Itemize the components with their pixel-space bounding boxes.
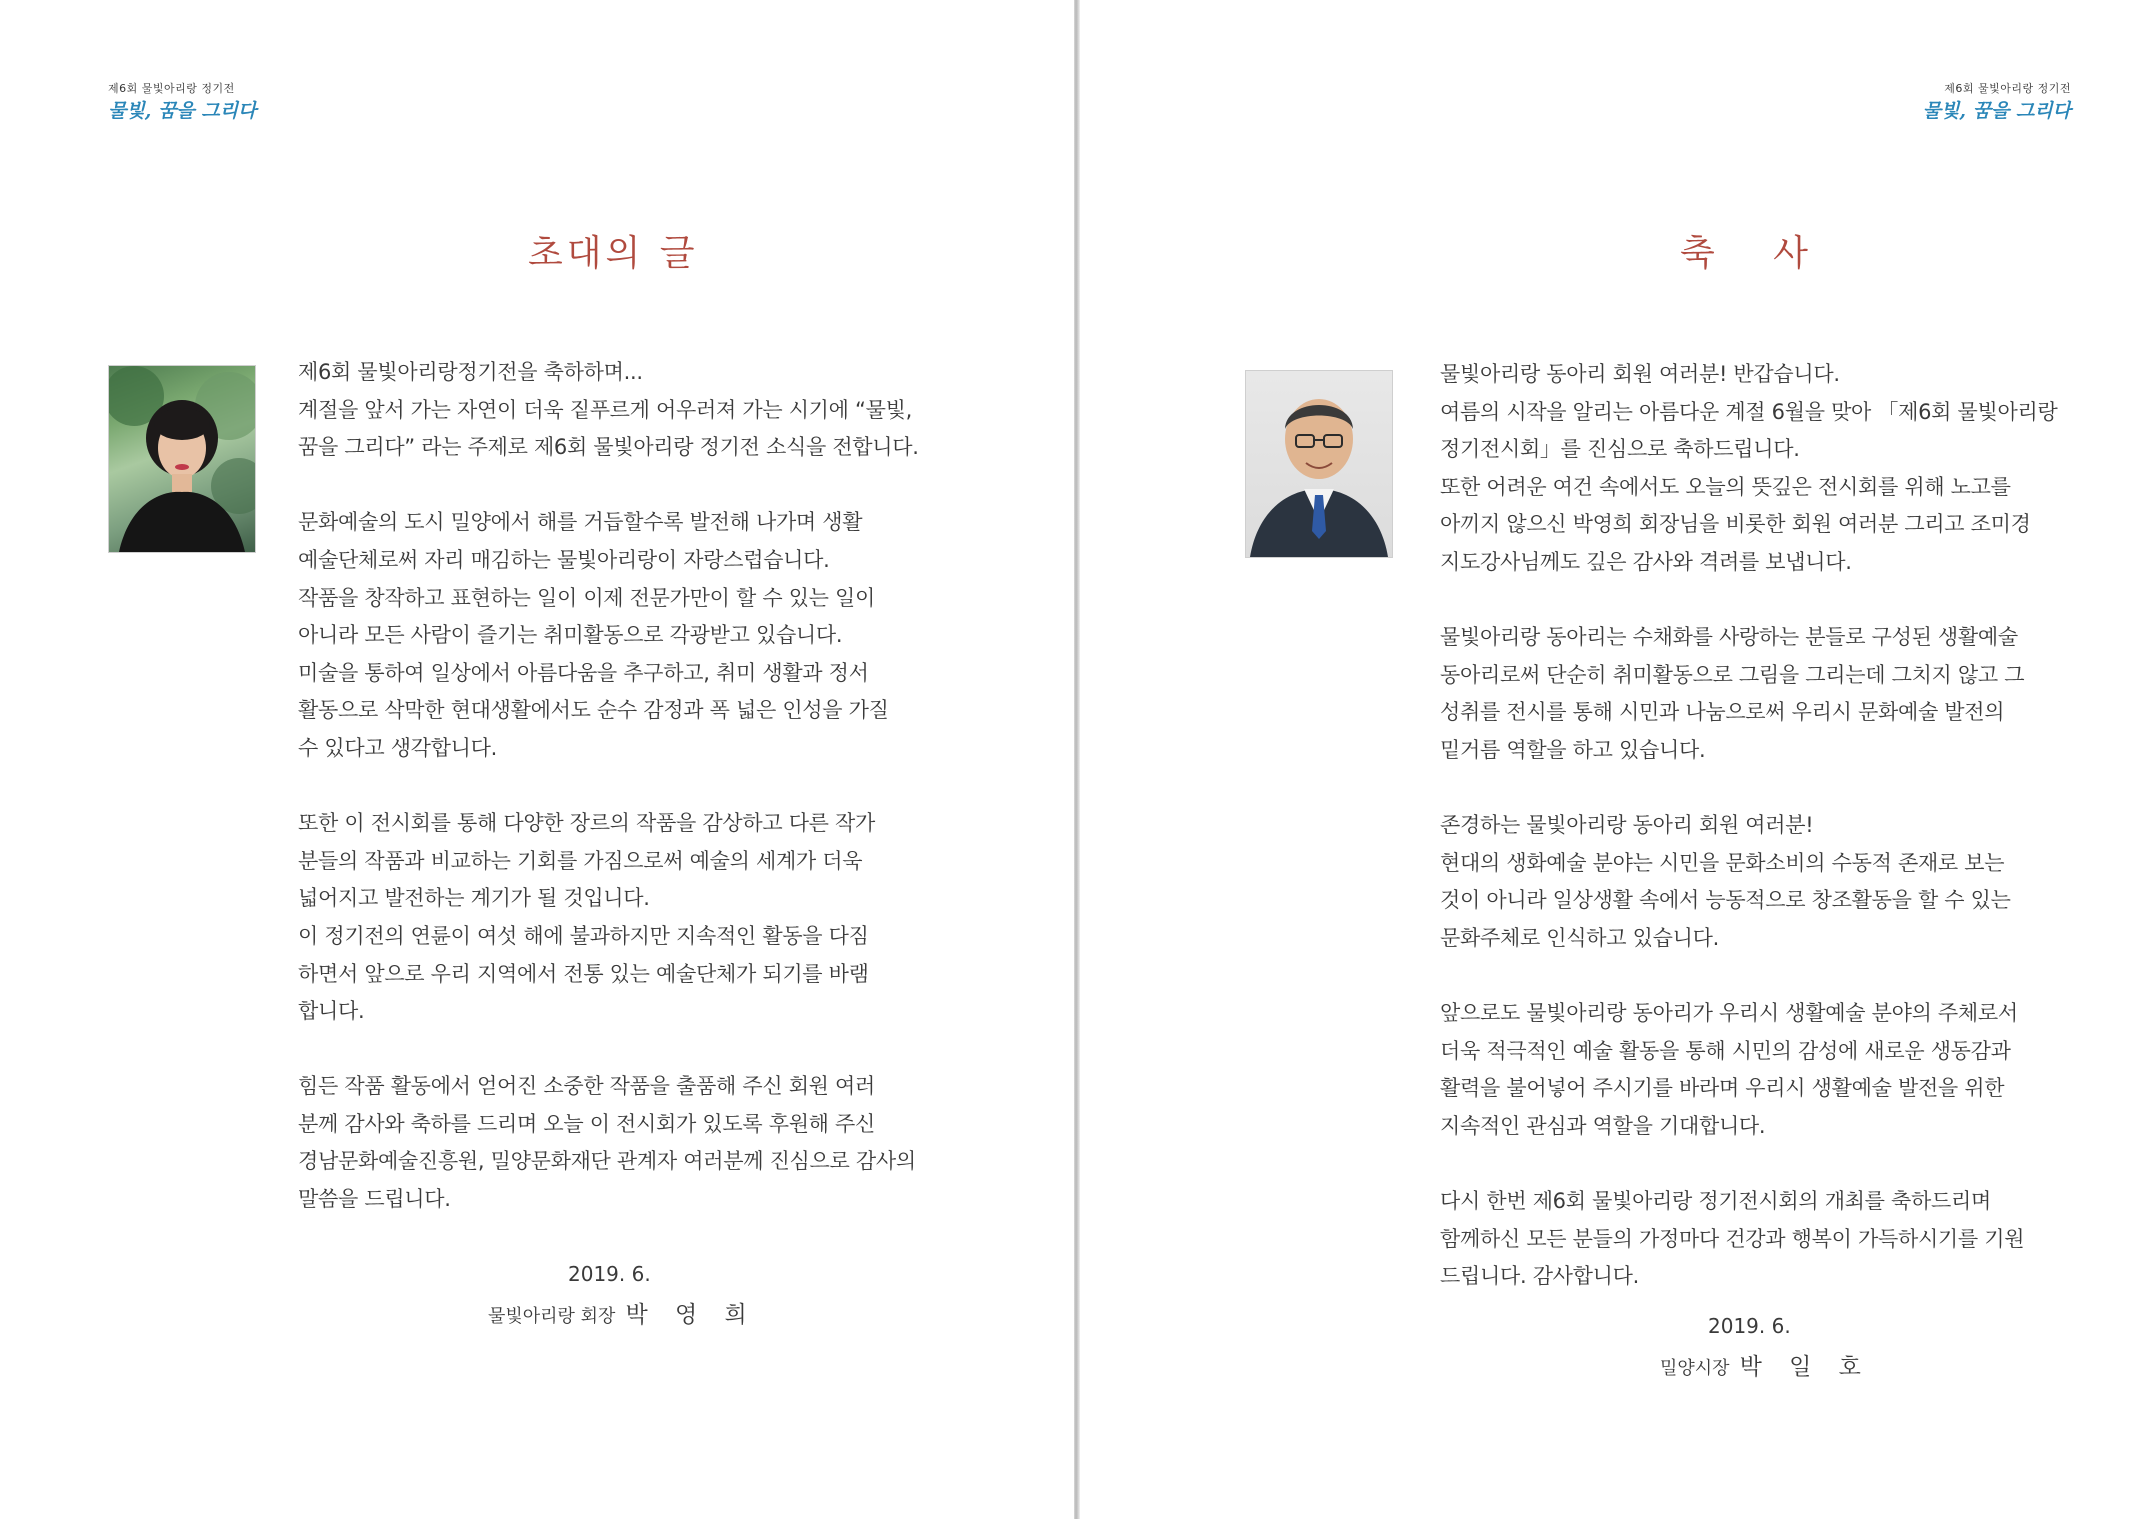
right-signer-name: 박 일 호 xyxy=(1739,1354,1871,1380)
paragraph-gap xyxy=(1440,582,2062,620)
paragraph-gap xyxy=(298,1031,920,1069)
right-body-line: 동아리로써 단순히 취미활동으로 그림을 그리는데 그치지 않고 그 xyxy=(1440,662,2025,687)
left-body-line: 하면서 앞으로 우리 지역에서 전통 있는 예술단체가 되기를 바램 xyxy=(298,961,869,986)
right-body-line: 다시 한번 제6회 물빛아리랑 정기전시회의 개최를 축하드리며 xyxy=(1440,1189,1991,1214)
left-body-line: 말씀을 드립니다. xyxy=(298,1187,451,1212)
left-body-line: 분들의 작품과 비교하는 기회를 가짐으로써 예술의 세계가 더욱 xyxy=(298,848,863,873)
left-body-line: 수 있다고 생각합니다. xyxy=(298,735,497,760)
left-signature xyxy=(488,1296,757,1329)
right-body-line: 물빛아리랑 동아리 회원 여러분! 반갑습니다. xyxy=(1440,362,1840,386)
left-brand-subtitle: 제6회 물빛아리랑 정기전 xyxy=(108,82,235,95)
right-signature-date: 2019. 6. xyxy=(1708,1314,1791,1338)
left-body-line: 경남문화예술진흥원, 밀양문화재단 관계자 여러분께 진심으로 감사의 xyxy=(298,1149,916,1174)
left-body-line: 이 정기전의 연륜이 여섯 해에 불과하지만 지속적인 활동을 다짐 xyxy=(298,923,869,948)
right-body-line: 여름의 시작을 알리는 아름다운 계절 6월을 맞아 「제6회 물빛아리랑 xyxy=(1440,399,2058,424)
right-body-line: 밑거름 역할을 하고 있습니다. xyxy=(1440,737,1706,762)
left-body-line: 꿈을 그리다” 라는 주제로 제6회 물빛아리랑 정기전 소식을 전합니다. xyxy=(298,435,919,460)
left-signature-date: 2019. 6. xyxy=(568,1262,651,1286)
left-body-line: 제6회 물빛아리랑정기전을 축하하며... xyxy=(298,360,643,384)
president-portrait-photo xyxy=(108,365,256,553)
right-body-line: 지속적인 관심과 역할을 기대합니다. xyxy=(1440,1113,1766,1138)
right-body-line: 물빛아리랑 동아리는 수채화를 사랑하는 분들로 구성된 생활예술 xyxy=(1440,625,2018,650)
left-body-line: 작품을 창작하고 표현하는 일이 이제 전문가만이 할 수 있는 일이 xyxy=(298,585,876,610)
paragraph-gap xyxy=(1440,1145,2062,1183)
right-brand-logo xyxy=(1923,82,2071,123)
right-body-line: 문화주체로 인식하고 있습니다. xyxy=(1440,925,1719,950)
paragraph-gap xyxy=(1440,958,2062,996)
paragraph-gap xyxy=(1440,770,2062,808)
left-body-line: 계절을 앞서 가는 자연이 더욱 짙푸르게 어우러져 가는 시기에 “물빛, xyxy=(298,397,912,422)
paragraph-gap xyxy=(298,467,920,505)
left-body-line: 분께 감사와 축하를 드리며 오늘 이 전시회가 있도록 후원해 주신 xyxy=(298,1111,876,1136)
right-body-line: 정기전시회」를 진심으로 축하드립니다. xyxy=(1440,437,1800,462)
left-body-line: 또한 이 전시회를 통해 다양한 장르의 작품을 감상하고 다른 작가 xyxy=(298,811,876,836)
right-body-line: 것이 아니라 일상생활 속에서 능동적으로 창조활동을 할 수 있는 xyxy=(1440,888,2011,913)
right-signature xyxy=(1660,1348,1871,1381)
right-body-line: 함께하신 모든 분들의 가정마다 건강과 행복이 가득하시기를 기원 xyxy=(1440,1226,2025,1251)
right-body-line: 아끼지 않으신 박영희 회장님을 비롯한 회원 여러분 그리고 조미경 xyxy=(1440,512,2031,537)
right-body-line: 드립니다. 감사합니다. xyxy=(1440,1264,1639,1289)
right-body-text xyxy=(1440,356,2062,1296)
left-body-line: 아니라 모든 사람이 즐기는 취미활동으로 각광받고 있습니다. xyxy=(298,623,843,648)
left-body-line: 예술단체로써 자리 매김하는 물빛아리랑이 자랑스럽습니다. xyxy=(298,547,830,572)
right-page-title: 축 사 xyxy=(1680,233,1814,274)
right-body-line: 존경하는 물빛아리랑 동아리 회원 여러분! xyxy=(1440,813,1814,838)
right-page xyxy=(1080,0,2149,1519)
right-body-line: 성취를 전시를 통해 시민과 나눔으로써 우리시 문화예술 발전의 xyxy=(1440,700,2005,725)
left-brand-logo xyxy=(108,82,256,123)
left-body-text xyxy=(298,354,920,1219)
left-signer-name: 박 영 희 xyxy=(625,1302,757,1328)
right-body-line: 앞으로도 물빛아리랑 동아리가 우리시 생활예술 분야의 주체로서 xyxy=(1440,1001,2018,1026)
left-brand-title: 물빛, 꿈을 그리다 xyxy=(108,100,257,122)
right-body-line: 또한 어려운 여건 속에서도 오늘의 뜻깊은 전시회를 위해 노고를 xyxy=(1440,474,2011,499)
left-body-line: 넓어지고 발전하는 계기가 될 것입니다. xyxy=(298,886,650,911)
right-body-line: 더욱 적극적인 예술 활동을 통해 시민의 감성에 새로운 생동감과 xyxy=(1440,1038,2011,1063)
left-page xyxy=(0,0,1074,1519)
paragraph-gap xyxy=(298,768,920,806)
left-page-title: 초대의 글 xyxy=(528,233,699,274)
left-body-line: 힘든 작품 활동에서 얻어진 소중한 작품을 출품해 주신 회원 여러 xyxy=(298,1074,876,1099)
right-body-line: 지도강사님께도 깊은 감사와 격려를 보냅니다. xyxy=(1440,549,1852,574)
left-body-line: 활동으로 삭막한 현대생활에서도 순수 감정과 폭 넓은 인성을 가질 xyxy=(298,698,889,723)
left-signer-title: 물빛아리랑 회장 xyxy=(488,1306,616,1327)
right-brand-subtitle: 제6회 물빛아리랑 정기전 xyxy=(1944,82,2071,95)
man-portrait-image xyxy=(1246,371,1392,557)
left-body-line: 합니다. xyxy=(298,999,365,1024)
right-body-line: 활력을 불어넣어 주시기를 바라며 우리시 생활예술 발전을 위한 xyxy=(1440,1076,2005,1101)
woman-portrait-image xyxy=(109,366,255,552)
left-body-line: 미술을 통하여 일상에서 아름다움을 추구하고, 취미 생활과 정서 xyxy=(298,660,869,685)
right-brand-title: 물빛, 꿈을 그리다 xyxy=(1922,100,2071,122)
right-signer-title: 밀양시장 xyxy=(1660,1358,1730,1379)
left-body-line: 문화예술의 도시 밀양에서 해를 거듭할수록 발전해 나가며 생활 xyxy=(298,510,863,535)
right-body-line: 현대의 생화예술 분야는 시민을 문화소비의 수동적 존재로 보는 xyxy=(1440,850,2005,875)
mayor-portrait-photo xyxy=(1245,370,1393,558)
